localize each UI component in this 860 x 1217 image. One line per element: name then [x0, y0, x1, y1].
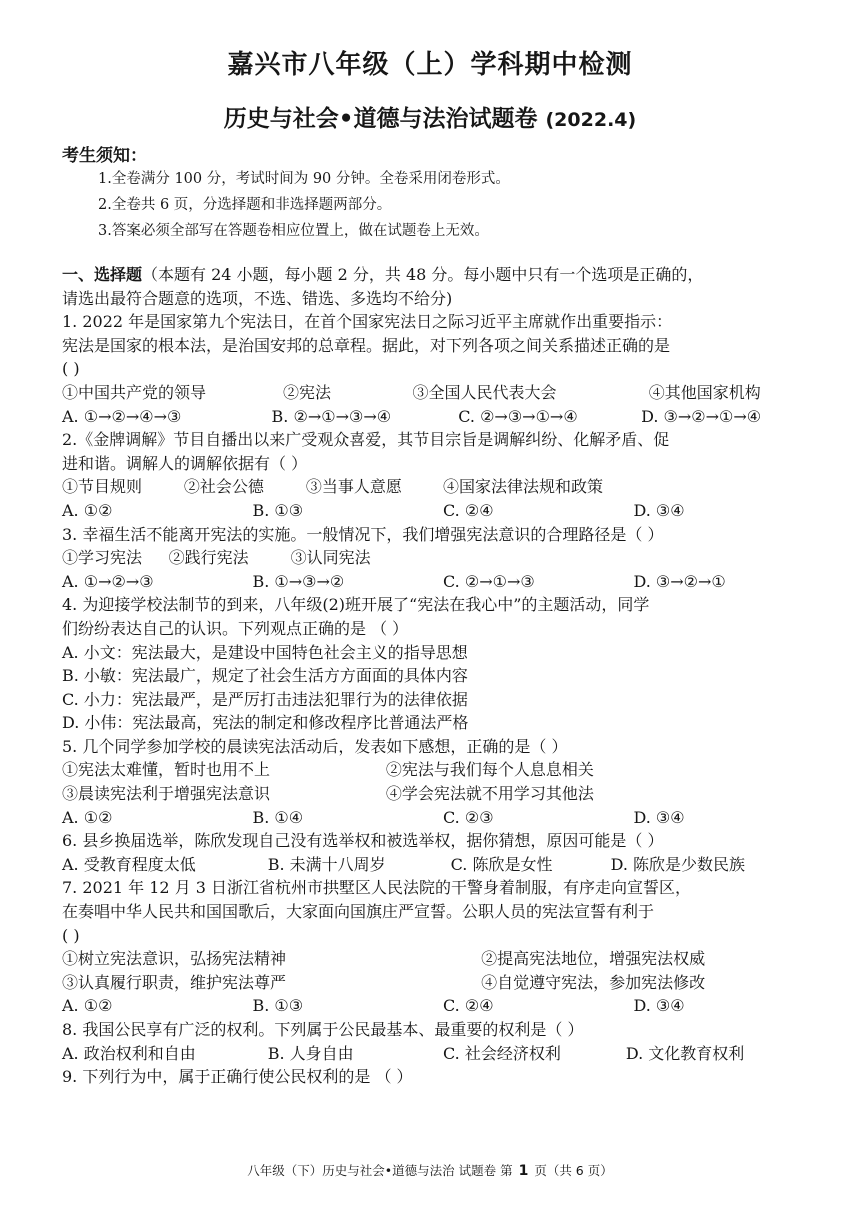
question-8-stem: 8. 我国公民享有广泛的权利。下列属于公民最基本、最重要的权利是（ ） — [62, 1020, 584, 1039]
question-1-stem: 宪法是国家的根本法，是治国安邦的总章程。据此，对下列各项之间关系描述正确的是 — [62, 335, 671, 355]
option: C. ②→③→①→④ — [458, 406, 578, 426]
section-heading: 一、选择题 — [62, 265, 143, 284]
item: ②宪法与我们每个人息息相关 — [385, 760, 594, 780]
option: B. ①→③→② — [252, 571, 345, 591]
option: A. ①② — [62, 807, 113, 827]
option: C. ②④ — [443, 500, 494, 520]
option: B. 人身自由 — [267, 1043, 354, 1063]
option: C. ②→①→③ — [443, 571, 535, 591]
subtitle-text: 历史与社会•道德与法治试题卷 — [223, 106, 538, 132]
option: B. 未满十八周岁 — [267, 854, 386, 874]
item: ③认同宪法 — [290, 548, 371, 568]
item: ③全国人民代表大会 — [412, 382, 557, 402]
question-8-options — [62, 1042, 824, 1066]
question-7-answer-blank: ( ) — [62, 925, 80, 945]
footer-right: 页（共 6 页） — [534, 1163, 613, 1178]
question-1-answer-blank: ( ) — [62, 359, 80, 379]
item: ④国家法律法规和政策 — [442, 477, 603, 497]
option: B. ②→①→③→④ — [271, 406, 392, 426]
item: ③晨读宪法利于增强宪法意识 — [62, 784, 271, 804]
option: A. ①② — [62, 996, 113, 1016]
option: C. 小力：宪法最严，是严厉打击违法犯罪行为的法律依据 — [62, 689, 468, 709]
item: ①树立宪法意识，弘扬宪法精神 — [62, 949, 287, 969]
question-6-options — [62, 853, 824, 877]
option: D. 小伟：宪法最高，宪法的制定和修改程序比普通法严格 — [62, 713, 469, 733]
question-7-items-row — [62, 971, 824, 995]
notice-heading: 考生须知： — [62, 146, 147, 166]
question-7-items-row — [62, 947, 824, 971]
exam-title: 嘉兴市八年级（上）学科期中检测 — [227, 50, 633, 80]
item: ④学会宪法就不用学习其他法 — [385, 784, 594, 804]
option: A. ①② — [62, 500, 113, 520]
question-2-stem: 2.《金牌调解》节目自播出以来广受观众喜爱，其节目宗旨是调解纠纷、化解矛盾、促 — [62, 430, 670, 450]
section-line-2: 请选出最符合题意的选项，不选、错选、多选均不给分) — [62, 288, 453, 308]
item: ③认真履行职责，维护宪法尊严 — [62, 972, 287, 992]
question-5-options — [62, 806, 824, 830]
option: D. ③④ — [633, 500, 685, 520]
question-1-items — [62, 381, 824, 405]
question-3-stem: 3. 幸福生活不能离开宪法的实施。一般情况下，我们增强宪法意识的合理路径是（ ） — [62, 524, 664, 544]
option: D. ③→②→①→④ — [641, 406, 762, 426]
option: A. ①→②→③ — [62, 571, 154, 591]
option: B. ①③ — [252, 996, 304, 1016]
item: ②社会公德 — [183, 477, 264, 497]
item: ①节目规则 — [62, 477, 143, 497]
option: B. 小敏：宪法最广，规定了社会生活方方面面的具体内容 — [62, 666, 468, 686]
question-7-stem: 在奏唱中华人民共和国国歌后，大家面向国旗庄严宣誓。公职人员的宪法宣誓有利于 — [62, 902, 655, 922]
notice-item: 3.答案必须全部写在答题卷相应位置上，做在试题卷上无效。 — [98, 223, 489, 239]
option: D. ③→②→① — [633, 571, 726, 591]
item: ④其他国家机构 — [648, 382, 761, 402]
exam-body — [62, 263, 824, 1089]
question-1-options — [62, 405, 824, 429]
question-4-stem: 4. 为迎接学校法制节的到来，八年级(2)班开展了“宪法在我心中”的主题活动，同学 — [62, 595, 650, 615]
option: A. ①→②→④→③ — [62, 406, 182, 426]
notice-list — [98, 166, 510, 244]
question-2-stem: 进和谐。调解人的调解依据有（ ） — [62, 453, 308, 473]
question-5-stem: 5. 几个同学参加学校的晨读宪法活动后，发表如下感想，正确的是（ ） — [62, 736, 568, 756]
footer-page-number: 1 — [518, 1163, 529, 1179]
option: D. 陈欣是少数民族 — [610, 854, 746, 874]
footer-left: 八年级（下）历史与社会•道德与法治 试题卷 第 — [247, 1163, 513, 1178]
section-instructions — [62, 263, 824, 287]
option: B. ①③ — [252, 500, 304, 520]
question-7-stem: 7. 2021 年 12 月 3 日浙江省杭州市拱墅区人民法院的干警身着制服，有序走向宣誓区， — [62, 878, 692, 898]
question-5-items-row — [62, 758, 824, 782]
option: A. 小文：宪法最大，是建设中国特色社会主义的指导思想 — [62, 642, 468, 662]
option: C. ②③ — [443, 807, 494, 827]
option: B. ①④ — [252, 807, 304, 827]
question-9-stem: 9. 下列行为中，属于正确行使公民权利的是 （ ） — [62, 1067, 413, 1087]
item: ①中国共产党的领导 — [62, 382, 207, 402]
item: ①学习宪法 — [62, 548, 143, 568]
option: A. 受教育程度太低 — [62, 854, 196, 874]
item: ③当事人意愿 — [305, 477, 402, 497]
option: C. ②④ — [443, 996, 494, 1016]
question-7-options — [62, 994, 824, 1018]
item: ②践行宪法 — [168, 548, 249, 568]
question-1-stem: 1. 2022 年是国家第九个宪法日，在首个国家宪法日之际习近平主席就作出重要指示： — [62, 312, 673, 332]
question-6-stem: 6. 县乡换届选举，陈欣发现自己没有选举权和被选举权，据你猜想，原因可能是（ ） — [62, 831, 664, 851]
option: D. 文化教育权利 — [625, 1043, 745, 1063]
option: A. 政治权利和自由 — [62, 1043, 196, 1063]
question-4-stem: 们纷纷表达自己的认识。下列观点正确的是 （ ） — [62, 618, 409, 638]
item: ②提高宪法地位，增强宪法权威 — [481, 949, 706, 969]
question-2-items — [62, 475, 824, 499]
item: ①宪法太难懂，暂时也用不上 — [62, 760, 271, 780]
question-3-items — [62, 546, 824, 570]
question-3-options — [62, 570, 824, 594]
option: D. ③④ — [633, 807, 685, 827]
exam-year: (2022.4) — [545, 109, 637, 131]
section-line-1: （本题有 24 小题，每小题 2 分，共 48 分。每小题中只有一个选项是正确的， — [142, 265, 704, 284]
page-footer — [0, 1161, 860, 1179]
item: ②宪法 — [282, 382, 331, 402]
exam-subtitle — [0, 100, 860, 133]
question-5-items-row — [62, 782, 824, 806]
option: D. ③④ — [633, 996, 685, 1016]
option: C. 社会经济权利 — [442, 1043, 561, 1063]
notice-item: 2.全卷共 6 页，分选择题和非选择题两部分。 — [98, 197, 392, 213]
option: C. 陈欣是女性 — [450, 854, 553, 874]
item: ④自觉遵守宪法，参加宪法修改 — [481, 972, 706, 992]
question-2-options — [62, 499, 824, 523]
notice-item: 1.全卷满分 100 分，考试时间为 90 分钟。全卷采用闭卷形式。 — [98, 171, 510, 187]
